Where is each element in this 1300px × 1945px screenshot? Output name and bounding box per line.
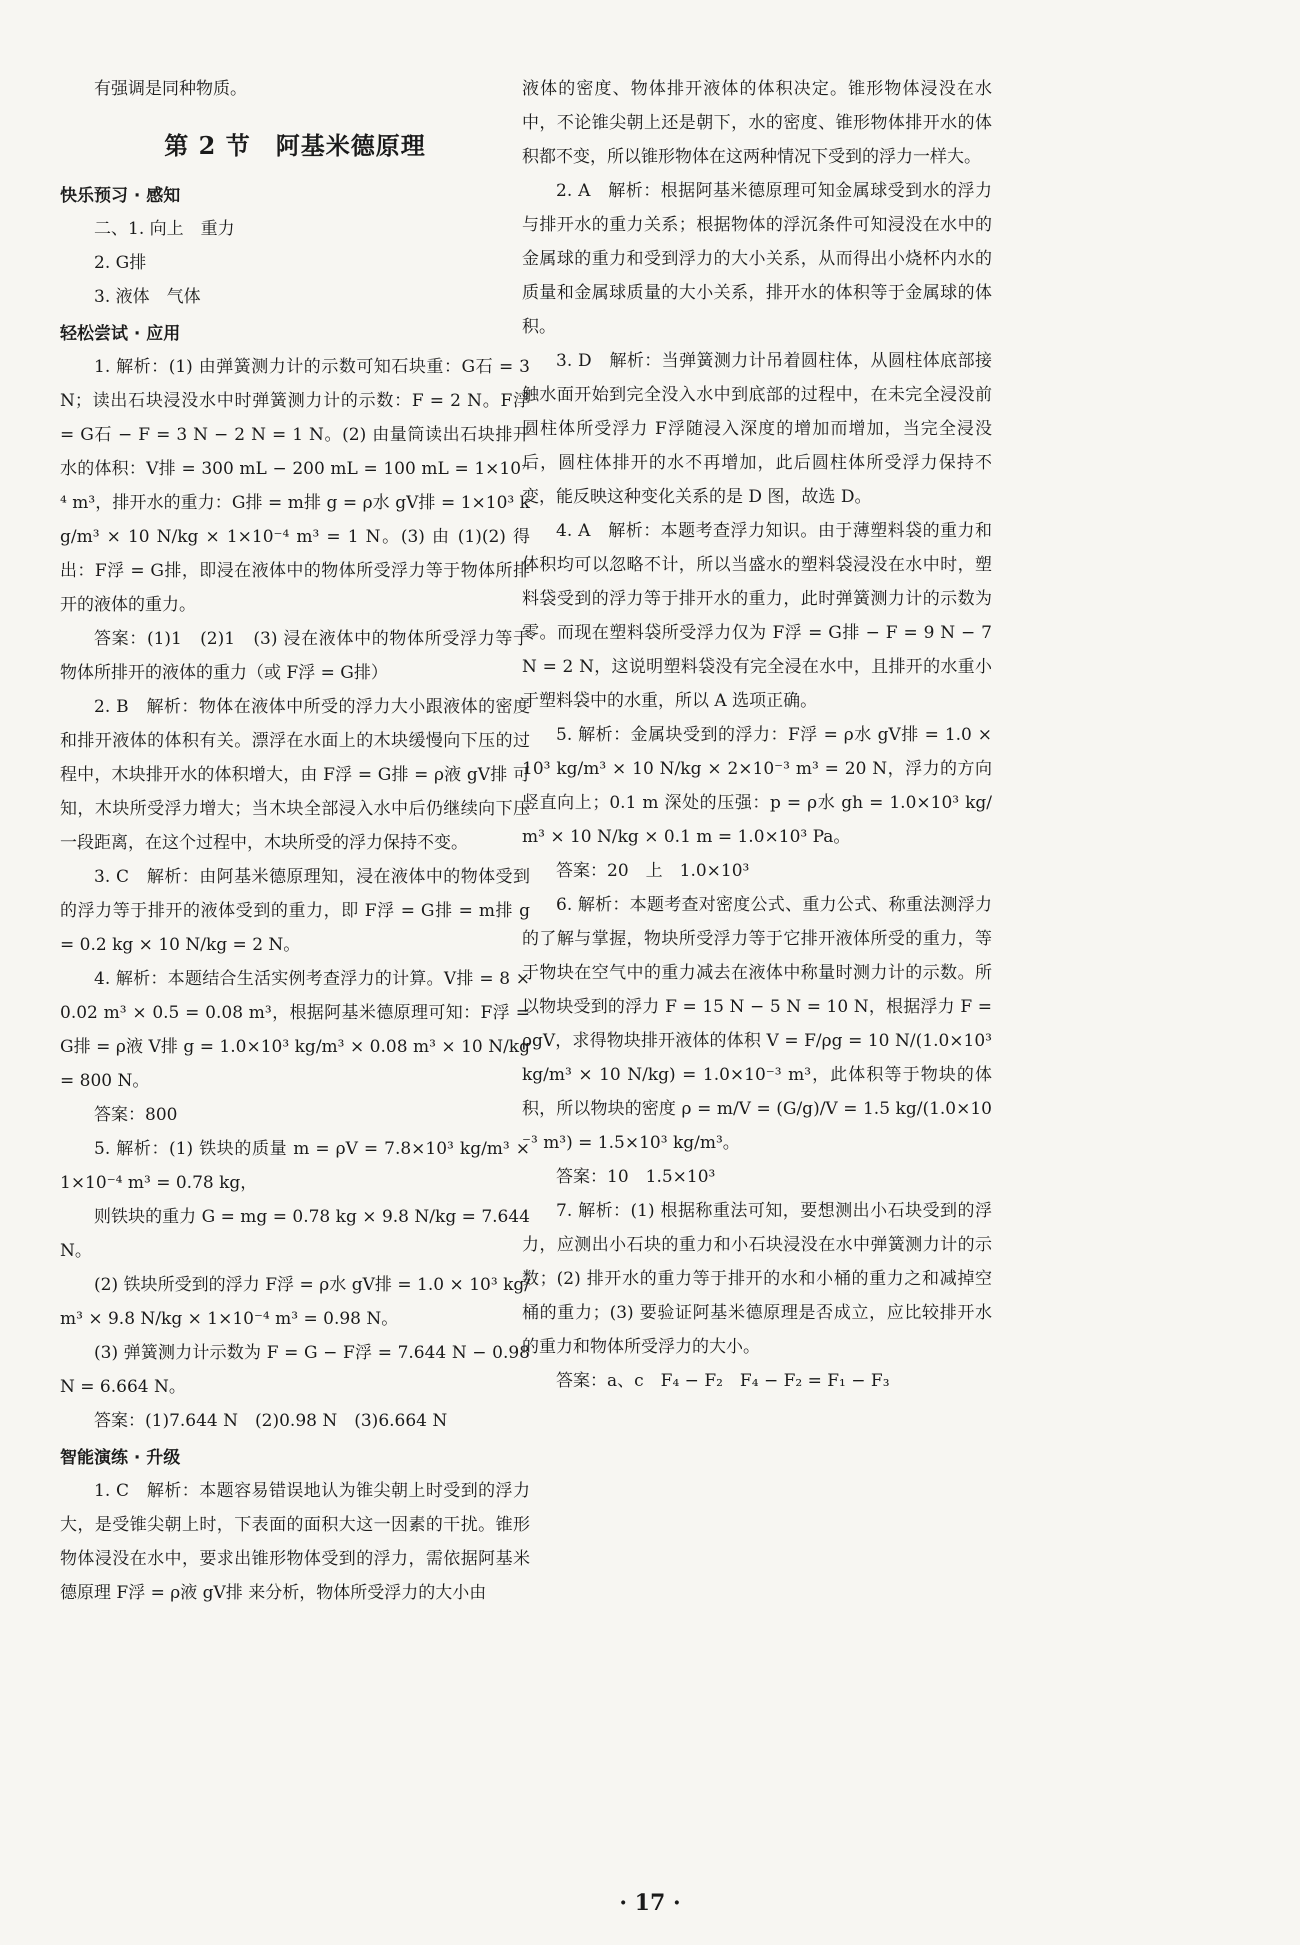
section-title: 第 2 节 阿基米德原理: [164, 131, 426, 160]
advanced-q6: 6. 解析：本题考查对密度公式、重力公式、称重法测浮力的了解与掌握，物块所受浮力等于它排开液体所受的重力，等于物块在空气中的重力减去在液体中称量时测力计的示数。所以物块受到的浮力 F = 15 N − 5 N = 10 N，根据浮力 F = ρgV，求得物块排开液体的体积 V = F/ρg = 10 N/(1.0×10³ kg/m³ × 10 N/kg) = 1.0×10⁻³ m³，此体积等于物块的体积，所以物块的密度 ρ = m/V = (G/g)/V = 1.5 kg/(1.0×10⁻³ m³) = 1.5×10³ kg/m³。: [522, 895, 992, 1153]
practice-q5-d: (3) 弹簧测力计示数为 F = G − F浮 = 7.644 N − 0.98 N = 6.664 N。: [60, 1343, 530, 1397]
advanced-q5: 5. 解析：金属块受到的浮力：F浮 = ρ水 gV排 = 1.0 × 10³ kg/m³ × 10 N/kg × 2×10⁻³ m³ = 20 N，浮力的方向竖直向上；0.1 m 深处的压强：p = ρ水 gh = 1.0×10³ kg/m³ × 10 N/kg × 0.1 m = 1.0×10³ Pa。: [522, 725, 992, 847]
preview-answer-2: 2. G排: [94, 253, 147, 273]
practice-q4: 4. 解析：本题结合生活实例考查浮力的计算。V排 = 8 × 0.02 m³ × 0.5 = 0.08 m³，根据阿基米德原理可知：F浮 = G排 = ρ液 V排 g = 1.0×10³ kg/m³ × 0.08 m³ × 10 N/kg = 800 N。: [60, 969, 530, 1091]
heading-practice: 轻松尝试 · 应用: [60, 324, 181, 344]
practice-q2: 2. B 解析：物体在液体中所受的浮力大小跟液体的密度和排开液体的体积有关。漂浮在水面上的木块缓慢向下压的过程中，木块排开水的体积增大，由 F浮 = G排 = ρ液 gV排 可知，木块所受浮力增大；当木块全部浸入水中后仍继续向下压一段距离，在这个过程中，木块所受的浮力保持不变。: [60, 697, 530, 853]
practice-q5-c: (2) 铁块所受到的浮力 F浮 = ρ水 gV排 = 1.0 × 10³ kg/m³ × 9.8 N/kg × 1×10⁻⁴ m³ = 0.98 N。: [60, 1275, 530, 1329]
advanced-q2: 2. A 解析：根据阿基米德原理可知金属球受到水的浮力与排开水的重力关系；根据物体的浮沉条件可知浸没在水中的金属球的重力和受到浮力的大小关系，从而得出小烧杯内水的质量和金属球质量的大小关系，排开水的体积等于金属球的体积。: [522, 181, 992, 337]
heading-advanced: 智能演练 · 升级: [60, 1448, 181, 1468]
practice-q4-answer: 答案：800: [94, 1105, 178, 1125]
right-column: [522, 72, 992, 1398]
advanced-q4: 4. A 解析：本题考查浮力知识。由于薄塑料袋的重力和体积均可以忽略不计，所以当盛水的塑料袋浸没在水中时，塑料袋受到的浮力等于排开水的重力，此时弹簧测力计的示数为零。而现在塑料袋所受浮力仅为 F浮 = G排 − F = 9 N − 7 N = 2 N，这说明塑料袋没有完全浸在水中，且排开的水重小于塑料袋中的水重，所以 A 选项正确。: [522, 521, 992, 711]
page-number: · 17 ·: [619, 1890, 681, 1916]
practice-q5-b: 则铁块的重力 G = mg = 0.78 kg × 9.8 N/kg = 7.644 N。: [60, 1207, 530, 1261]
advanced-q3: 3. D 解析：当弹簧测力计吊着圆柱体，从圆柱体底部接触水面开始到完全没入水中到底部的过程中，在未完全浸没前圆柱体所受浮力 F浮随浸入深度的增加而增加，当完全浸没后，圆柱体排开的水不再增加，此后圆柱体所受浮力保持不变，能反映这种变化关系的是 D 图，故选 D。: [522, 351, 992, 507]
practice-q1-answer: 答案：(1)1 (2)1 (3) 浸在液体中的物体所受浮力等于物体所排开的液体的重力（或 F浮 = G排）: [60, 629, 530, 683]
practice-q3: 3. C 解析：由阿基米德原理知，浸在液体中的物体受到的浮力等于排开的液体受到的重力，即 F浮 = G排 = m排 g = 0.2 kg × 10 N/kg = 2 N。: [60, 867, 530, 955]
heading-preview: 快乐预习 · 感知: [60, 186, 181, 206]
advanced-q7-answer: 答案：a、c F₄ − F₂ F₄ − F₂ = F₁ − F₃: [556, 1371, 890, 1391]
advanced-q1-continued: 液体的密度、物体排开液体的体积决定。锥形物体浸没在水中，不论锥尖朝上还是朝下，水的密度、锥形物体排开水的体积都不变，所以锥形物体在这两种情况下受到的浮力一样大。: [522, 79, 992, 167]
advanced-q5-answer: 答案：20 上 1.0×10³: [556, 861, 750, 881]
preview-answer-1: 二、1. 向上 重力: [94, 219, 235, 239]
practice-q5: 5. 解析：(1) 铁块的质量 m = ρV = 7.8×10³ kg/m³ × 1×10⁻⁴ m³ = 0.78 kg，: [60, 1139, 530, 1193]
preview-answer-3: 3. 液体 气体: [94, 287, 201, 307]
practice-q5-answer: 答案：(1)7.644 N (2)0.98 N (3)6.664 N: [94, 1411, 448, 1431]
advanced-q6-answer: 答案：10 1.5×10³: [556, 1167, 716, 1187]
left-column: [60, 72, 530, 1610]
advanced-q7: 7. 解析：(1) 根据称重法可知，要想测出小石块受到的浮力，应测出小石块的重力和小石块浸没在水中弹簧测力计的示数；(2) 排开水的重力等于排开的水和小桶的重力之和减掉空桶的重力；(3) 要验证阿基米德原理是否成立，应比较排开水的重力和物体所受浮力的大小。: [522, 1201, 992, 1357]
intro-text: 有强调是同种物质。: [94, 79, 247, 99]
advanced-q1: 1. C 解析：本题容易错误地认为锥尖朝上时受到的浮力大，是受锥尖朝上时，下表面的面积大这一因素的干扰。锥形物体浸没在水中，要求出锥形物体受到的浮力，需依据阿基米德原理 F浮 = ρ液 gV排 来分析，物体所受浮力的大小由: [60, 1481, 530, 1603]
practice-q1: 1. 解析：(1) 由弹簧测力计的示数可知石块重：G石 = 3 N；读出石块浸没水中时弹簧测力计的示数：F = 2 N。F浮 = G石 − F = 3 N − 2 N = 1 N。(2) 由量筒读出石块排开水的体积：V排 = 300 mL − 200 mL = 100 mL = 1×10⁻⁴ m³，排开水的重力：G排 = m排 g = ρ水 gV排 = 1×10³ kg/m³ × 10 N/kg × 1×10⁻⁴ m³ = 1 N。(3) 由 (1)(2) 得出：F浮 = G排，即浸在液体中的物体所受浮力等于物体所排开的液体的重力。: [60, 357, 530, 615]
